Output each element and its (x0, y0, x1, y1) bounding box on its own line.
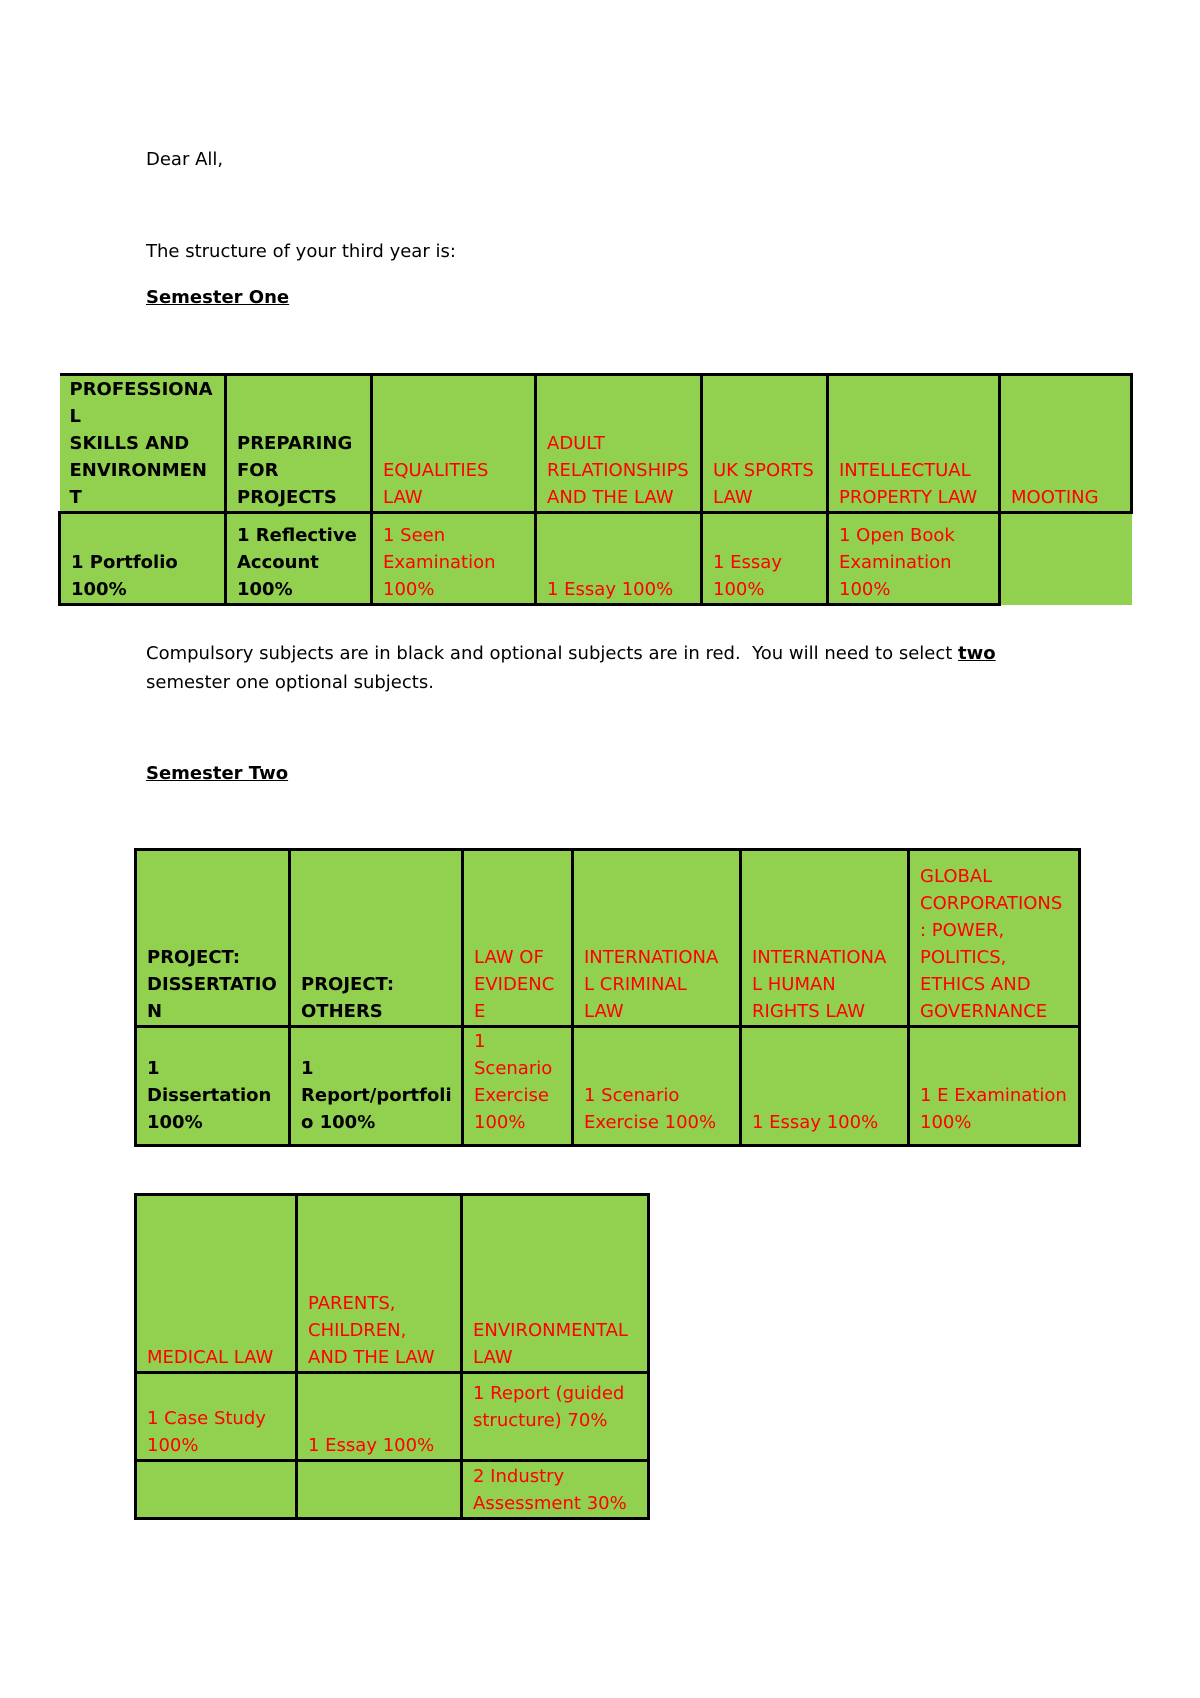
greeting: Dear All, (146, 149, 224, 170)
module-header-adult-relationships: ADULT RELATIONSHIPS AND THE LAW (536, 375, 702, 513)
assessment-environmental-law-report: 1 Report (guided structure) 70% (462, 1373, 649, 1461)
semester-two-b-assessment-row (136, 1373, 649, 1461)
module-header-professional-skills: PROFESSIONAL SKILLS AND ENVIRONMENT (60, 375, 226, 513)
module-header-international-criminal-law: INTERNATIONA L CRIMINAL LAW (573, 850, 741, 1027)
assessment-global-corporations: 1 E Examination 100% (909, 1027, 1080, 1146)
module-header-project-dissertation: PROJECT: DISSERTATION (136, 850, 290, 1027)
assessment-law-of-evidence: 1 Scenario Exercise 100% (463, 1027, 573, 1146)
module-header-parents-children: PARENTS, CHILDREN, AND THE LAW (297, 1195, 462, 1373)
semester-two-table-b (134, 1193, 650, 1520)
assessment-mooting (1000, 513, 1132, 605)
module-header-mooting: MOOTING (1000, 375, 1132, 513)
semester-two-a-assessment-row (136, 1027, 1080, 1146)
semester-one-assessment-row (60, 513, 1132, 605)
assessment-equalities-law: 1 Seen Examination 100% (372, 513, 536, 605)
assessment-professional-skills: 1 Portfolio 100% (60, 513, 226, 605)
assessment-preparing-projects: 1 Reflective Account 100% (226, 513, 372, 605)
semester-two-b-header-row (136, 1195, 649, 1373)
module-header-international-human-rights: INTERNATIONA L HUMAN RIGHTS LAW (741, 850, 909, 1027)
assessment-project-dissertation: 1 Dissertation 100% (136, 1027, 290, 1146)
module-header-equalities-law: EQUALITIES LAW (372, 375, 536, 513)
semester-one-heading: Semester One (146, 287, 290, 308)
module-header-medical-law: MEDICAL LAW (136, 1195, 297, 1373)
assessment-environmental-law-industry: 2 Industry Assessment 30% (462, 1461, 649, 1519)
semester-one-header-row (60, 375, 1132, 513)
assessment-adult-relationships: 1 Essay 100% (536, 513, 702, 605)
module-header-environmental-law: ENVIRONMENTAL LAW (462, 1195, 649, 1373)
assessment-uk-sports-law: 1 Essay 100% (702, 513, 828, 605)
module-header-project-others: PROJECT: OTHERS (290, 850, 463, 1027)
semester-two-table-a (134, 848, 1081, 1147)
semester-two-a-header-row (136, 850, 1080, 1027)
assessment-project-others: 1 Report/portfoli o 100% (290, 1027, 463, 1146)
intro-text: The structure of your third year is: (146, 241, 456, 262)
assessment-parents-children-extra (297, 1461, 462, 1519)
assessment-medical-law: 1 Case Study 100% (136, 1373, 297, 1461)
module-header-global-corporations: GLOBAL CORPORATIONS : POWER, POLITICS, ETHICS AND GOVERNANCE (909, 850, 1080, 1027)
semester-one-table (58, 373, 1133, 606)
module-header-uk-sports-law: UK SPORTS LAW (702, 375, 828, 513)
subject-note-text: Compulsory subjects are in black and optional subjects are in red. You will need to select (146, 643, 959, 664)
module-header-law-of-evidence: LAW OF EVIDENC E (463, 850, 573, 1027)
semester-two-b-assessment-row-2 (136, 1461, 649, 1519)
assessment-intellectual-property: 1 Open Book Examination 100% (828, 513, 1000, 605)
module-header-intellectual-property: INTELLECTUAL PROPERTY LAW (828, 375, 1000, 513)
module-header-preparing-projects: PREPARING FOR PROJECTS (226, 375, 372, 513)
subject-note-emphasis: two (958, 643, 996, 664)
assessment-parents-children: 1 Essay 100% (297, 1373, 462, 1461)
subject-note-line1 (146, 640, 996, 667)
assessment-medical-law-extra (136, 1461, 297, 1519)
subject-note-line2: semester one optional subjects. (146, 672, 434, 693)
assessment-international-criminal-law: 1 Scenario Exercise 100% (573, 1027, 741, 1146)
assessment-international-human-rights: 1 Essay 100% (741, 1027, 909, 1146)
semester-two-heading: Semester Two (146, 763, 289, 784)
